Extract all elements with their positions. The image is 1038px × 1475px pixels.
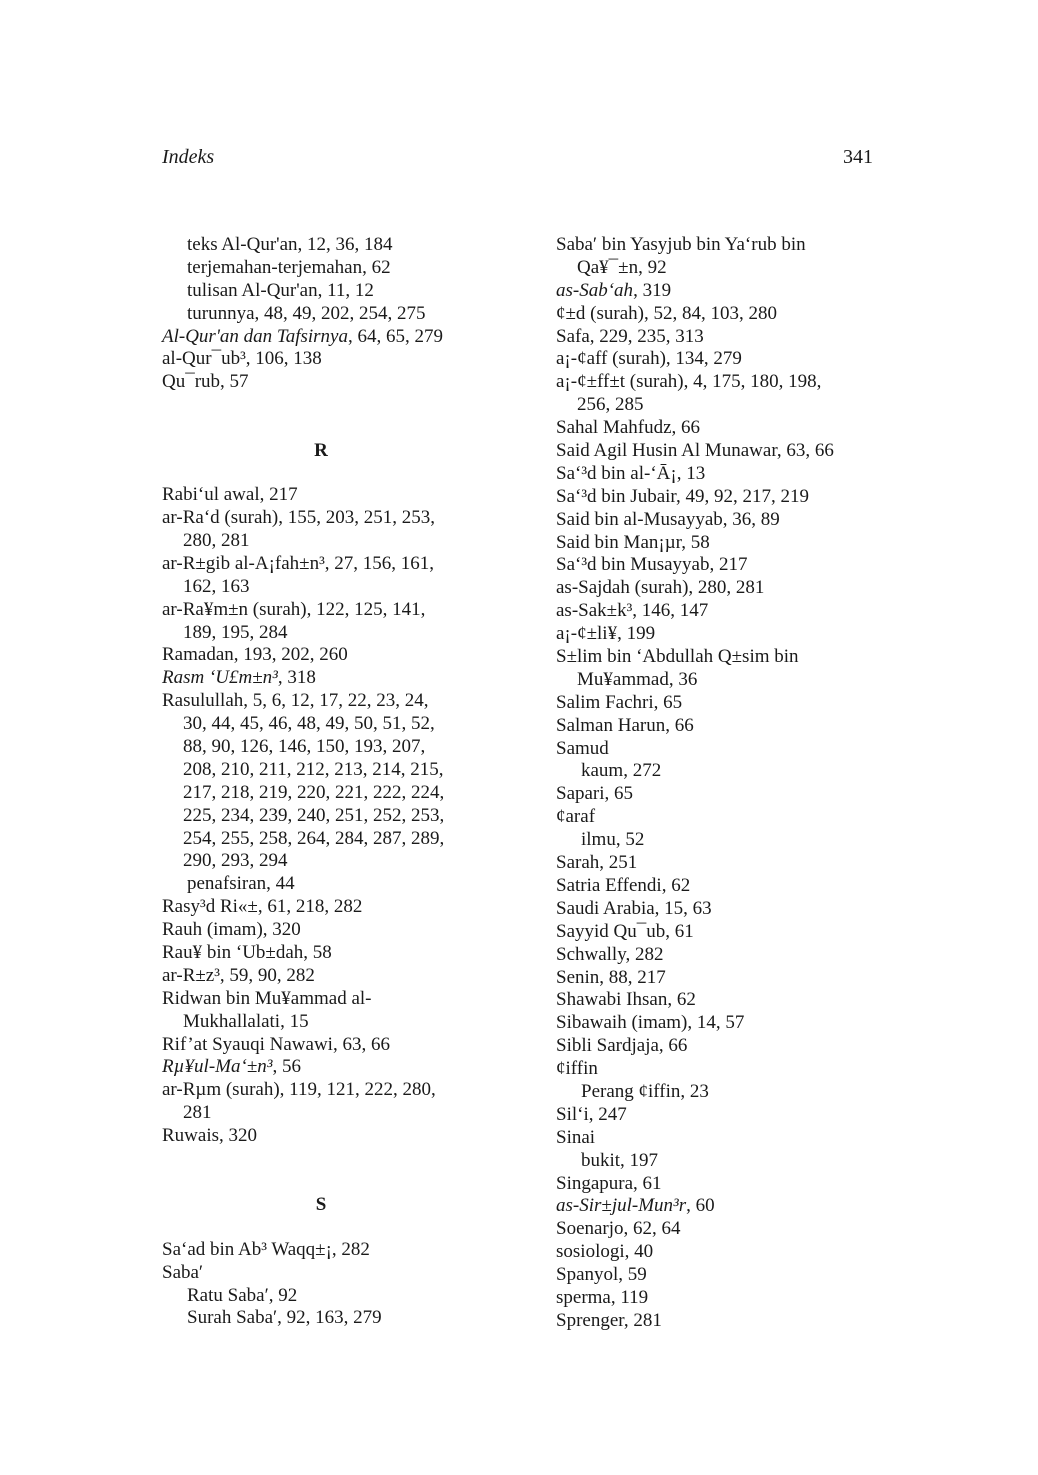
index-entry-text: Surah Saba′, 92, 163, 279 — [187, 1307, 382, 1329]
index-column-right — [556, 234, 886, 1333]
index-entry — [162, 644, 542, 667]
index-entry-pages: , 64, 65, 279 — [348, 325, 443, 347]
index-entry-text: ar-Rµm (surah), 119, 121, 222, 280, — [162, 1079, 436, 1101]
index-entry-text: 162, 163 — [183, 575, 250, 597]
index-entry-text: Perang ¢iffin, 23 — [581, 1080, 709, 1102]
index-entry — [556, 1058, 886, 1081]
index-entry — [162, 988, 542, 1011]
index-entry — [556, 348, 886, 371]
index-entry-text: Mu¥ammad, 36 — [577, 668, 698, 690]
index-entry — [162, 667, 542, 690]
index-column-left — [162, 234, 542, 1330]
index-entry — [162, 1262, 542, 1285]
index-entry — [556, 1150, 886, 1173]
index-entry — [556, 532, 886, 555]
index-entry-text: Sibli Sardjaja, 66 — [556, 1035, 688, 1057]
index-entry-pages: , 318 — [277, 667, 316, 689]
index-entry-text: Ridwan bin Mu¥ammad al- — [162, 987, 372, 1009]
index-entry-text: S±lim bin ‘Abdullah Q±sim bin — [556, 646, 799, 668]
index-entry — [556, 600, 886, 623]
index-entry — [556, 394, 886, 417]
index-entry — [162, 1125, 542, 1148]
index-entry-text: 30, 44, 45, 46, 48, 49, 50, 51, 52, — [183, 713, 435, 735]
index-entry-text: Sa‘³d bin Musayyab, 217 — [556, 554, 748, 576]
index-entry — [556, 806, 886, 829]
index-entry-text: Senin, 88, 217 — [556, 966, 666, 988]
index-entry-text: Mukhallalati, 15 — [183, 1010, 309, 1032]
index-entry — [556, 1264, 886, 1287]
index-entry — [162, 576, 542, 599]
index-entry — [162, 530, 542, 553]
index-entry — [556, 1241, 886, 1264]
index-entry-text: 290, 293, 294 — [183, 850, 288, 872]
index-entry-pages: , 56 — [272, 1056, 301, 1078]
index-entry — [556, 715, 886, 738]
index-entry-text: Schwally, 282 — [556, 943, 664, 965]
index-entry — [556, 623, 886, 646]
index-entry — [162, 553, 542, 576]
index-entry — [162, 942, 542, 965]
index-entry-text: Said Agil Husin Al Munawar, 63, 66 — [556, 440, 834, 462]
index-entry — [162, 1239, 542, 1262]
index-entry-text: as-Sir±jul-Mun³r — [556, 1195, 687, 1217]
index-entry-text: Soenarjo, 62, 64 — [556, 1218, 681, 1240]
entries-r — [162, 484, 542, 1148]
index-entry — [556, 989, 886, 1012]
index-entry-text: Rif’at Syauqi Nawawi, 63, 66 — [162, 1033, 390, 1055]
index-entry-text: a¡-¢±ff±t (surah), 4, 175, 180, 198, — [556, 371, 822, 393]
index-entry — [556, 783, 886, 806]
section-heading-r: R — [314, 440, 328, 462]
index-entry — [556, 738, 886, 761]
index-entry — [162, 782, 542, 805]
index-entry — [162, 713, 542, 736]
index-entry-text: Sa‘³d bin Jubair, 49, 92, 217, 219 — [556, 485, 809, 507]
index-entry — [556, 852, 886, 875]
index-entry-text: Rµ¥ul-Ma‘±n³ — [162, 1056, 273, 1078]
index-entry-text: sosiologi, 40 — [556, 1241, 654, 1263]
index-entry-text: 189, 195, 284 — [183, 621, 288, 643]
index-entry — [556, 760, 886, 783]
index-entry-text: ar-Ra¥m±n (surah), 122, 125, 141, — [162, 598, 426, 620]
index-entry — [556, 577, 886, 600]
index-entry — [162, 348, 542, 371]
index-entry-text: 88, 90, 126, 146, 150, 193, 207, — [183, 736, 426, 757]
index-entry — [162, 280, 542, 303]
index-entry-text: Sarah, 251 — [556, 852, 638, 874]
index-entry — [162, 1056, 542, 1079]
index-entry — [556, 1287, 886, 1310]
index-entry — [556, 1173, 886, 1196]
index-entry — [556, 440, 886, 463]
index-entry — [556, 326, 886, 349]
entries-s-left — [162, 1239, 542, 1331]
index-entry — [556, 417, 886, 440]
index-entry-text: ar-R±gib al-A¡fah±n³, 27, 156, 161, — [162, 552, 435, 574]
index-entry-text: bukit, 197 — [581, 1149, 659, 1171]
index-entry-text: turunnya, 48, 49, 202, 254, 275 — [187, 302, 426, 324]
index-entry-text: Said bin Man¡µr, 58 — [556, 531, 710, 553]
index-entry-text: kaum, 272 — [581, 760, 662, 782]
index-entry — [556, 280, 886, 303]
index-entry — [162, 896, 542, 919]
index-entry-text: ¢araf — [556, 806, 596, 828]
index-entry — [162, 828, 542, 851]
entries-right — [556, 234, 886, 1333]
index-entry — [556, 921, 886, 944]
index-entry — [162, 234, 542, 257]
index-entry-text: Rasulullah, 5, 6, 12, 17, 22, 23, 24, — [162, 690, 429, 712]
index-entry — [556, 1012, 886, 1035]
index-entry-text: penafsiran, 44 — [187, 873, 295, 895]
index-entry-text: a¡-¢±li¥, 199 — [556, 623, 656, 645]
index-entry-pages: , 319 — [633, 279, 672, 301]
index-entry — [556, 1081, 886, 1104]
index-entry — [556, 875, 886, 898]
index-entry — [162, 303, 542, 326]
index-entry — [162, 690, 542, 713]
index-entry-text: 217, 218, 219, 220, 221, 222, 224, — [183, 781, 445, 803]
index-entry-text: Saba′ bin Yasyjub bin Ya‘rub bin — [556, 234, 806, 255]
index-entry — [556, 646, 886, 669]
index-entry-text: Samud — [556, 737, 609, 759]
index-entry — [556, 967, 886, 990]
index-entry-text: Sibawaih (imam), 14, 57 — [556, 1012, 745, 1034]
index-entry-text: Qu¯rub, 57 — [162, 371, 249, 393]
index-entry-text: Saudi Arabia, 15, 63 — [556, 897, 712, 919]
index-entry-text: Spanyol, 59 — [556, 1264, 647, 1286]
index-entry-text: Said bin al-Musayyab, 36, 89 — [556, 508, 780, 530]
index-entry — [162, 622, 542, 645]
index-entry — [556, 898, 886, 921]
index-entry-text: sperma, 119 — [556, 1286, 649, 1308]
index-entry — [556, 1035, 886, 1058]
index-entry-text: al-Qur¯ub³, 106, 138 — [162, 348, 322, 370]
index-entry-text: as-Sab‘ah — [556, 279, 634, 301]
index-entry-text: ar-R±z³, 59, 90, 282 — [162, 964, 315, 986]
index-entry — [162, 736, 542, 759]
entries-left-top — [162, 234, 542, 394]
index-entry-text: Al-Qur'an dan Tafsirnya — [162, 325, 348, 347]
index-entry — [162, 965, 542, 988]
index-entry — [556, 234, 886, 257]
index-entry-text: Saba′ — [162, 1261, 204, 1283]
index-entry-text: terjemahan-terjemahan, 62 — [187, 256, 391, 278]
index-entry-text: Qa¥¯±n, 92 — [577, 256, 667, 278]
index-entry — [162, 1307, 542, 1330]
index-entry — [162, 1011, 542, 1034]
index-entry — [162, 1102, 542, 1125]
index-entry-text: Rabi‘ul awal, 217 — [162, 484, 298, 506]
index-entry-text: Rasy³d Ri«±, 61, 218, 282 — [162, 896, 363, 918]
index-entry — [556, 1218, 886, 1241]
index-entry-text: 225, 234, 239, 240, 251, 252, 253, — [183, 804, 445, 826]
index-entry — [556, 371, 886, 394]
index-entry — [556, 1195, 886, 1218]
index-entry — [162, 1285, 542, 1308]
index-entry — [556, 1127, 886, 1150]
index-entry — [556, 669, 886, 692]
index-entry — [162, 759, 542, 782]
index-entry — [556, 554, 886, 577]
index-entry — [556, 509, 886, 532]
index-entry-text: Satria Effendi, 62 — [556, 874, 691, 896]
page-number: 341 — [843, 146, 873, 168]
index-entry-text: Sapari, 65 — [556, 783, 634, 805]
running-header-title: Indeks — [162, 146, 215, 168]
index-entry-text: 281 — [183, 1102, 212, 1124]
index-entry-text: ¢iffin — [556, 1058, 598, 1080]
index-entry — [162, 371, 542, 394]
index-entry — [556, 303, 886, 326]
index-entry — [556, 463, 886, 486]
index-entry-text: Ruwais, 320 — [162, 1125, 257, 1147]
index-entry — [162, 1079, 542, 1102]
section-heading-s: S — [315, 1193, 327, 1215]
index-entry-text: Sprenger, 281 — [556, 1309, 662, 1331]
index-entry-text: Salman Harun, 66 — [556, 714, 694, 736]
index-entry — [162, 599, 542, 622]
index-entry-text: as-Sajdah (surah), 280, 281 — [556, 577, 765, 599]
index-entry-text: Shawabi Ihsan, 62 — [556, 989, 696, 1011]
index-entry — [556, 829, 886, 852]
index-entry-text: Ratu Saba′, 92 — [187, 1284, 298, 1306]
index-entry-text: Sa‘³d bin al-‘Ā¡, 13 — [556, 462, 706, 484]
index-entry-text: 280, 281 — [183, 529, 250, 551]
index-entry — [162, 326, 542, 349]
index-entry — [556, 944, 886, 967]
index-entry — [162, 805, 542, 828]
index-entry-text: tulisan Al-Qur'an, 11, 12 — [187, 279, 374, 301]
index-entry-text: as-Sak±k³, 146, 147 — [556, 600, 709, 622]
index-entry-text: 254, 255, 258, 264, 284, 287, 289, — [183, 827, 445, 849]
index-entry — [162, 1034, 542, 1057]
index-entry-text: teks Al-Qur'an, 12, 36, 184 — [187, 234, 393, 255]
index-entry-text: 256, 285 — [577, 394, 644, 416]
index-entry — [162, 919, 542, 942]
index-entry-text: Rasm ‘U£m±n³ — [162, 667, 278, 689]
index-entry-text: Safa, 229, 235, 313 — [556, 325, 704, 347]
index-entry-text: Rau¥ bin ‘Ub±dah, 58 — [162, 942, 332, 964]
index-entry-text: Sahal Mahfudz, 66 — [556, 417, 701, 439]
index-entry — [162, 257, 542, 280]
index-entry — [162, 850, 542, 873]
index-entry-text: Sa‘ad bin Ab³ Waqq±¡, 282 — [162, 1238, 370, 1260]
index-entry-text: Salim Fachri, 65 — [556, 691, 683, 713]
index-entry — [556, 257, 886, 280]
index-entry-pages: , 60 — [686, 1195, 715, 1217]
index-entry — [556, 486, 886, 509]
index-entry-text: a¡-¢aff (surah), 134, 279 — [556, 348, 742, 370]
index-entry — [556, 1310, 886, 1333]
index-entry-text: Sinai — [556, 1126, 596, 1148]
index-entry-text: ¢±d (surah), 52, 84, 103, 280 — [556, 302, 777, 324]
index-entry-text: Ramadan, 193, 202, 260 — [162, 644, 348, 666]
index-entry — [556, 692, 886, 715]
index-entry — [556, 1104, 886, 1127]
index-entry-text: Sayyid Qu¯ub, 61 — [556, 920, 694, 942]
index-entry-text: 208, 210, 211, 212, 213, 214, 215, — [183, 758, 444, 780]
index-entry — [162, 873, 542, 896]
index-entry-text: ar-Ra‘d (surah), 155, 203, 251, 253, — [162, 507, 435, 529]
index-entry-text: Singapura, 61 — [556, 1172, 662, 1194]
index-entry-text: Rauh (imam), 320 — [162, 919, 301, 941]
index-entry — [162, 507, 542, 530]
index-entry-text: Sil‘i, 247 — [556, 1103, 627, 1125]
index-entry-text: ilmu, 52 — [581, 829, 645, 851]
index-entry — [162, 484, 542, 507]
